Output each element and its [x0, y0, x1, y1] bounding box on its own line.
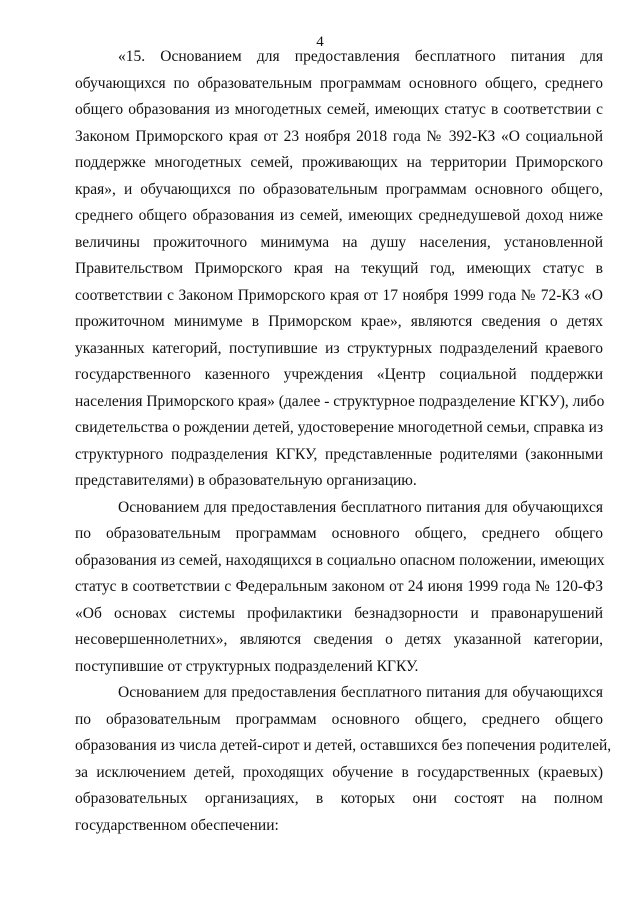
text-line: указанных категорий, поступившие из структурных подразделений краевого [75, 339, 603, 357]
text-line: свидетельства о рождении детей, удостоверение многодетной семьи, справка из [75, 419, 604, 436]
text-line: Основанием для предоставления бесплатного питания для обучающихся [118, 498, 603, 516]
paragraph-2 [75, 495, 603, 681]
text-line: образования из семей, находящихся в социально опасном положении, имеющих [75, 551, 605, 569]
text-line: поддержке многодетных семей, проживающих на территории Приморского [75, 154, 603, 171]
text-line: образовательных организациях, в которых они состоят на полном [75, 790, 603, 807]
text-line: общего образования из многодетных семей, имеющих статус в соответствии с [75, 101, 603, 118]
text-line: соответствии с Законом Приморского края от 17 ноября 1999 года № 72-КЗ «О [75, 286, 603, 304]
text-line: структурного подразделения КГКУ, представленные родителями (законными [75, 445, 603, 463]
text-line: за исключением детей, проходящих обучение в государственных (краевых) [75, 763, 603, 781]
paragraph-3 [75, 680, 612, 839]
text-line: поступившие от структурных подразделений КГКУ. [75, 657, 419, 675]
text-line: обучающихся по образовательным программам основного общего, среднего [75, 74, 603, 92]
text-line: среднего общего образования из семей, имеющих среднедушевой доход ниже [75, 207, 603, 224]
text-line: прожиточном минимуме в Приморском крае», являются сведения о детях [75, 313, 603, 330]
text-line: Основанием для предоставления бесплатного питания для обучающихся [118, 684, 603, 701]
text-line: представителями) в образовательную организацию. [75, 472, 417, 489]
text-line: по образовательным программам основного общего, среднего общего [75, 525, 603, 542]
text-line: государственном обеспечении: [75, 816, 279, 834]
text-line: Правительством Приморского края на текущий год, имеющих статус в [75, 260, 603, 277]
text-line: «Об основах системы профилактики безнадзорности и правонарушений [75, 604, 603, 622]
paragraph-1 [75, 44, 603, 495]
page-number: 4 [316, 34, 324, 50]
text-line: населения Приморского края» (далее - структурное подразделение КГКУ), либо [75, 392, 605, 410]
text-line: образования из числа детей-сирот и детей, оставшихся без попечения родителей, [75, 737, 612, 754]
text-line: края», и обучающихся по образовательным программам основного общего, [75, 180, 603, 198]
document-body [75, 44, 612, 839]
text-line: по образовательным программам основного общего, среднего общего [75, 710, 603, 728]
text-line: государственного казенного учреждения «Центр социальной поддержки [75, 366, 603, 383]
text-line: «15. Основанием для предоставления бесплатного питания для [118, 48, 603, 65]
text-line: несовершеннолетних», являются сведения о детях указанной категории, [75, 631, 603, 648]
text-line: Законом Приморского края от 23 ноября 2018 года № 392-КЗ «О социальной [75, 127, 603, 145]
text-line: статус в соответствии с Федеральным законом от 24 июня 1999 года № 120-ФЗ [75, 578, 603, 595]
text-line: величины прожиточного минимума на душу населения, установленной [75, 233, 603, 251]
